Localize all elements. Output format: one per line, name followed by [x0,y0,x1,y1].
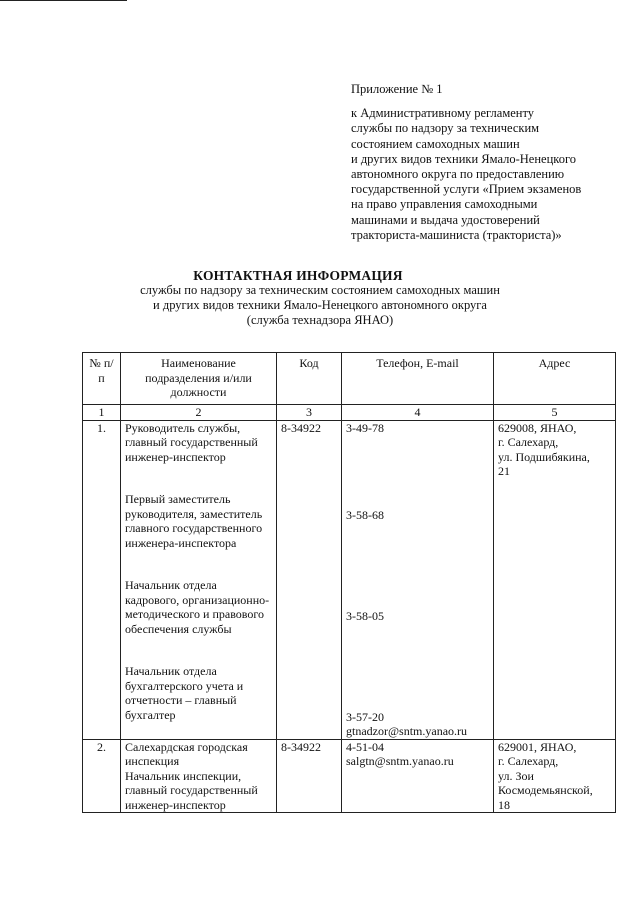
position-name: Начальник отдела кадрового, организационно-методического и правового обеспечения службы [125,578,270,636]
address-line: 18 [498,797,510,812]
address-line: 21 [498,464,510,478]
row-address [494,420,616,739]
subtitle-line: и других видов техники Ямало-Ненецкого автономного округа [153,298,487,312]
appendix-number: Приложение № 1 [351,82,443,96]
index-cell: 3 [277,405,342,421]
top-rule [0,0,127,1]
header-address: Адрес [494,353,616,405]
position-name: Первый заместитель руководителя, заместитель главного государственного инженера-инспектора [125,492,263,550]
email-address: salgtn@sntm.yanao.ru [346,754,454,768]
table-row [83,739,616,813]
appendix-line: состоянием самоходных машин [351,136,520,151]
table-header-row [83,353,616,405]
appendix-line: машинами и выдача удостоверений [351,212,540,227]
address-line: г. Салехард, [498,754,559,768]
email-address: gtnadzor@sntm.yanao.ru [346,724,468,738]
row-code: 8-34922 [277,739,342,813]
row-num: 2. [83,739,121,813]
index-cell: 2 [121,405,277,421]
appendix-line: службы по надзору за техническим [351,121,540,136]
index-cell: 1 [83,405,121,421]
position-name: Начальник инспекции, главный государственный инженер-инспектор [125,768,258,812]
document-heading [0,268,640,328]
address-line: ул. Подшибякина, [498,449,590,464]
contacts-table [82,352,616,813]
row-names [121,739,277,813]
header-num: № п/п [83,353,121,405]
row-address [494,739,616,813]
table-index-row [83,405,616,421]
appendix-line: и других видов техники Ямало-Ненецкого [351,151,577,166]
address-line: 629008, ЯНАО, [498,420,577,435]
office-name: Салехардская городская инспекция [125,739,248,768]
address-line: ул. Зои [498,768,534,783]
address-line: г. Салехард, [498,435,559,449]
position-name: Руководитель службы, главный государственный инженер-инспектор [125,420,258,464]
appendix-line: на право управления самоходными [351,197,538,212]
header-phone: Телефон, E-mail [342,353,494,405]
header-code: Код [277,353,342,405]
index-cell: 4 [342,405,494,421]
document-title: КОНТАКТНАЯ ИНФОРМАЦИЯ [193,268,403,283]
subtitle-line: (служба технадзора ЯНАО) [246,313,394,327]
appendix-line: тракториста-машиниста (тракториста)» [351,227,562,242]
row-code: 8-34922 [277,420,342,739]
row-num: 1. [83,420,121,739]
phone-number: 3-58-68 [346,507,384,522]
header-name: Наименование подразделения и/или должности [121,353,277,405]
appendix-line: государственной услуги «Прием экзаменов [351,182,582,197]
phone-number: 4-51-04 [346,739,384,754]
address-line: 629001, ЯНАО, [498,739,577,754]
appendix-line: к Административному регламенту [351,106,535,121]
phone-number: 3-58-05 [346,608,384,623]
phone-number: 3-49-78 [346,420,384,435]
index-cell: 5 [494,405,616,421]
address-line: Космодемьянской, [498,783,593,797]
table-row [83,420,616,739]
row-names [121,420,277,739]
phone-number: 3-57-20 [346,709,384,724]
row-phones [342,739,494,813]
row-phones [342,420,494,739]
appendix-line: автономного округа по предоставлению [351,167,565,182]
subtitle-line: службы по надзору за техническим состоянием самоходных машин [140,283,500,297]
appendix-block [351,82,611,243]
position-name: Начальник отдела бухгалтерского учета и отчетности – главный бухгалтер [125,664,244,722]
